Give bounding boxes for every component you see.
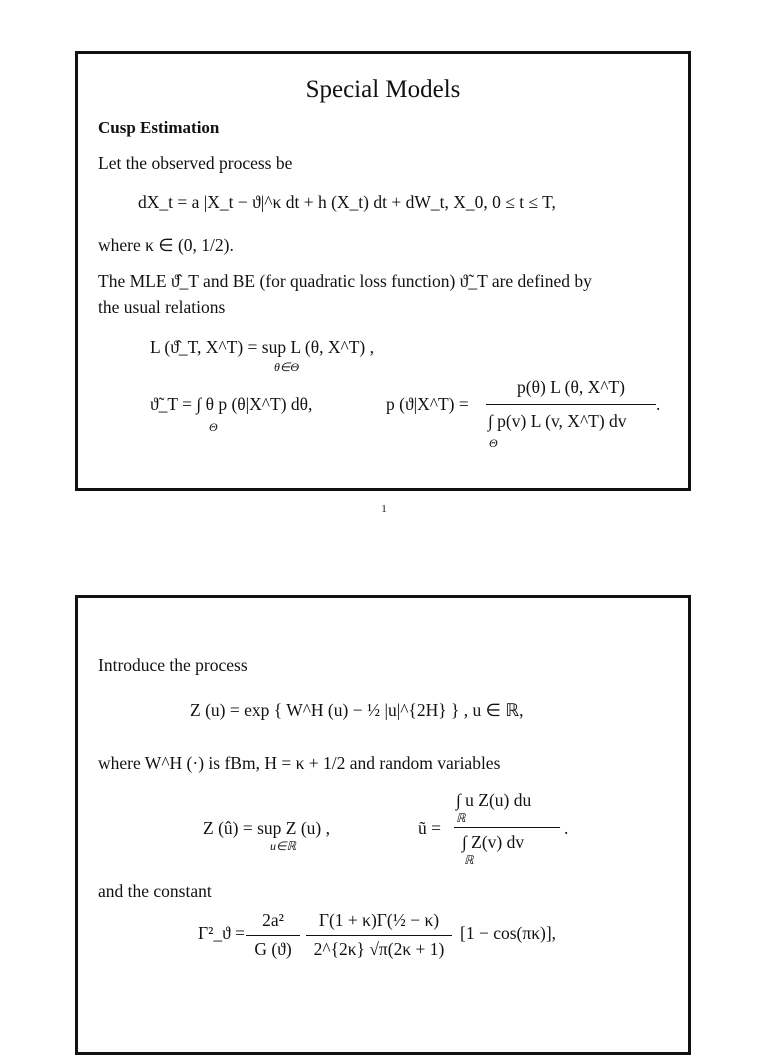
fbm-description: where W^H (·) is fBm, H = κ + 1/2 and random variables [98,753,501,773]
estimators-line-2: the usual relations [98,297,226,317]
gamma-denominator-2: 2^{2κ} √π(2κ + 1) [313,939,445,959]
posterior-integral-domain: Θ [489,436,498,450]
mle-sup-subscript: θ∈Θ [274,360,300,374]
be-equation: ϑ̃_T = ∫ θ p (θ|X^T) dθ, [150,394,313,414]
posterior-period: . [656,394,661,414]
process-intro: Introduce the process [98,655,248,675]
slide-title: Special Models [305,76,461,103]
gamma-numerator-1: 2a² [262,910,284,930]
posterior-denominator: ∫ p(v) L (v, X^T) dv [488,411,627,431]
posterior-numerator: p(θ) L (θ, X^T) [517,377,625,397]
process-equation: dX_t = a |X_t − ϑ|^κ dt + h (X_t) dt + dW_t, X_0, 0 ≤ t ≤ T, [138,192,556,212]
gamma-numerator-2: Γ(1 + κ)Γ(½ − κ) [318,910,440,930]
intro-text: Let the observed process be [98,153,293,173]
utilde-fraction-bar [454,827,560,828]
gamma-bar-1 [246,935,300,936]
kappa-condition: where κ ∈ (0, 1/2). [98,235,234,255]
posterior-lhs: p (ϑ|X^T) = [386,394,469,414]
utilde-period: . [564,818,569,838]
utilde-lhs: ũ = [418,818,441,838]
estimators-line-1: The MLE ϑ̂_T and BE (for quadratic loss function) ϑ̃_T are defined by [98,271,592,291]
zhat-equation: Z (û) = sup Z (u) , [203,818,330,838]
page-number: 1 [381,503,387,515]
slide-2 [75,595,691,1055]
slide-1 [75,51,691,491]
posterior-fraction-bar [486,404,656,405]
gamma-denominator-1: G (ϑ) [254,939,292,959]
z-process-equation: Z (u) = exp { W^H (u) − ½ |u|^{2H} } , u ∈ ℝ, [190,700,524,720]
utilde-denominator: ∫ Z(v) dv [462,832,525,852]
gamma-bar-2 [306,935,452,936]
utilde-numerator: ∫ u Z(u) du [456,790,532,810]
utilde-den-domain: ℝ [464,853,474,867]
section-heading: Cusp Estimation [98,118,220,137]
mle-equation: L (ϑ̂_T, X^T) = sup L (θ, X^T) , [150,337,374,357]
gamma-tail: [1 − cos(πκ)], [460,923,557,943]
zhat-sup-subscript: u∈ℝ [270,839,296,853]
be-integral-domain: Θ [209,420,218,434]
utilde-num-domain: ℝ [456,811,466,825]
gamma-lhs: Γ²_ϑ = [198,923,246,943]
constant-intro: and the constant [98,881,212,901]
